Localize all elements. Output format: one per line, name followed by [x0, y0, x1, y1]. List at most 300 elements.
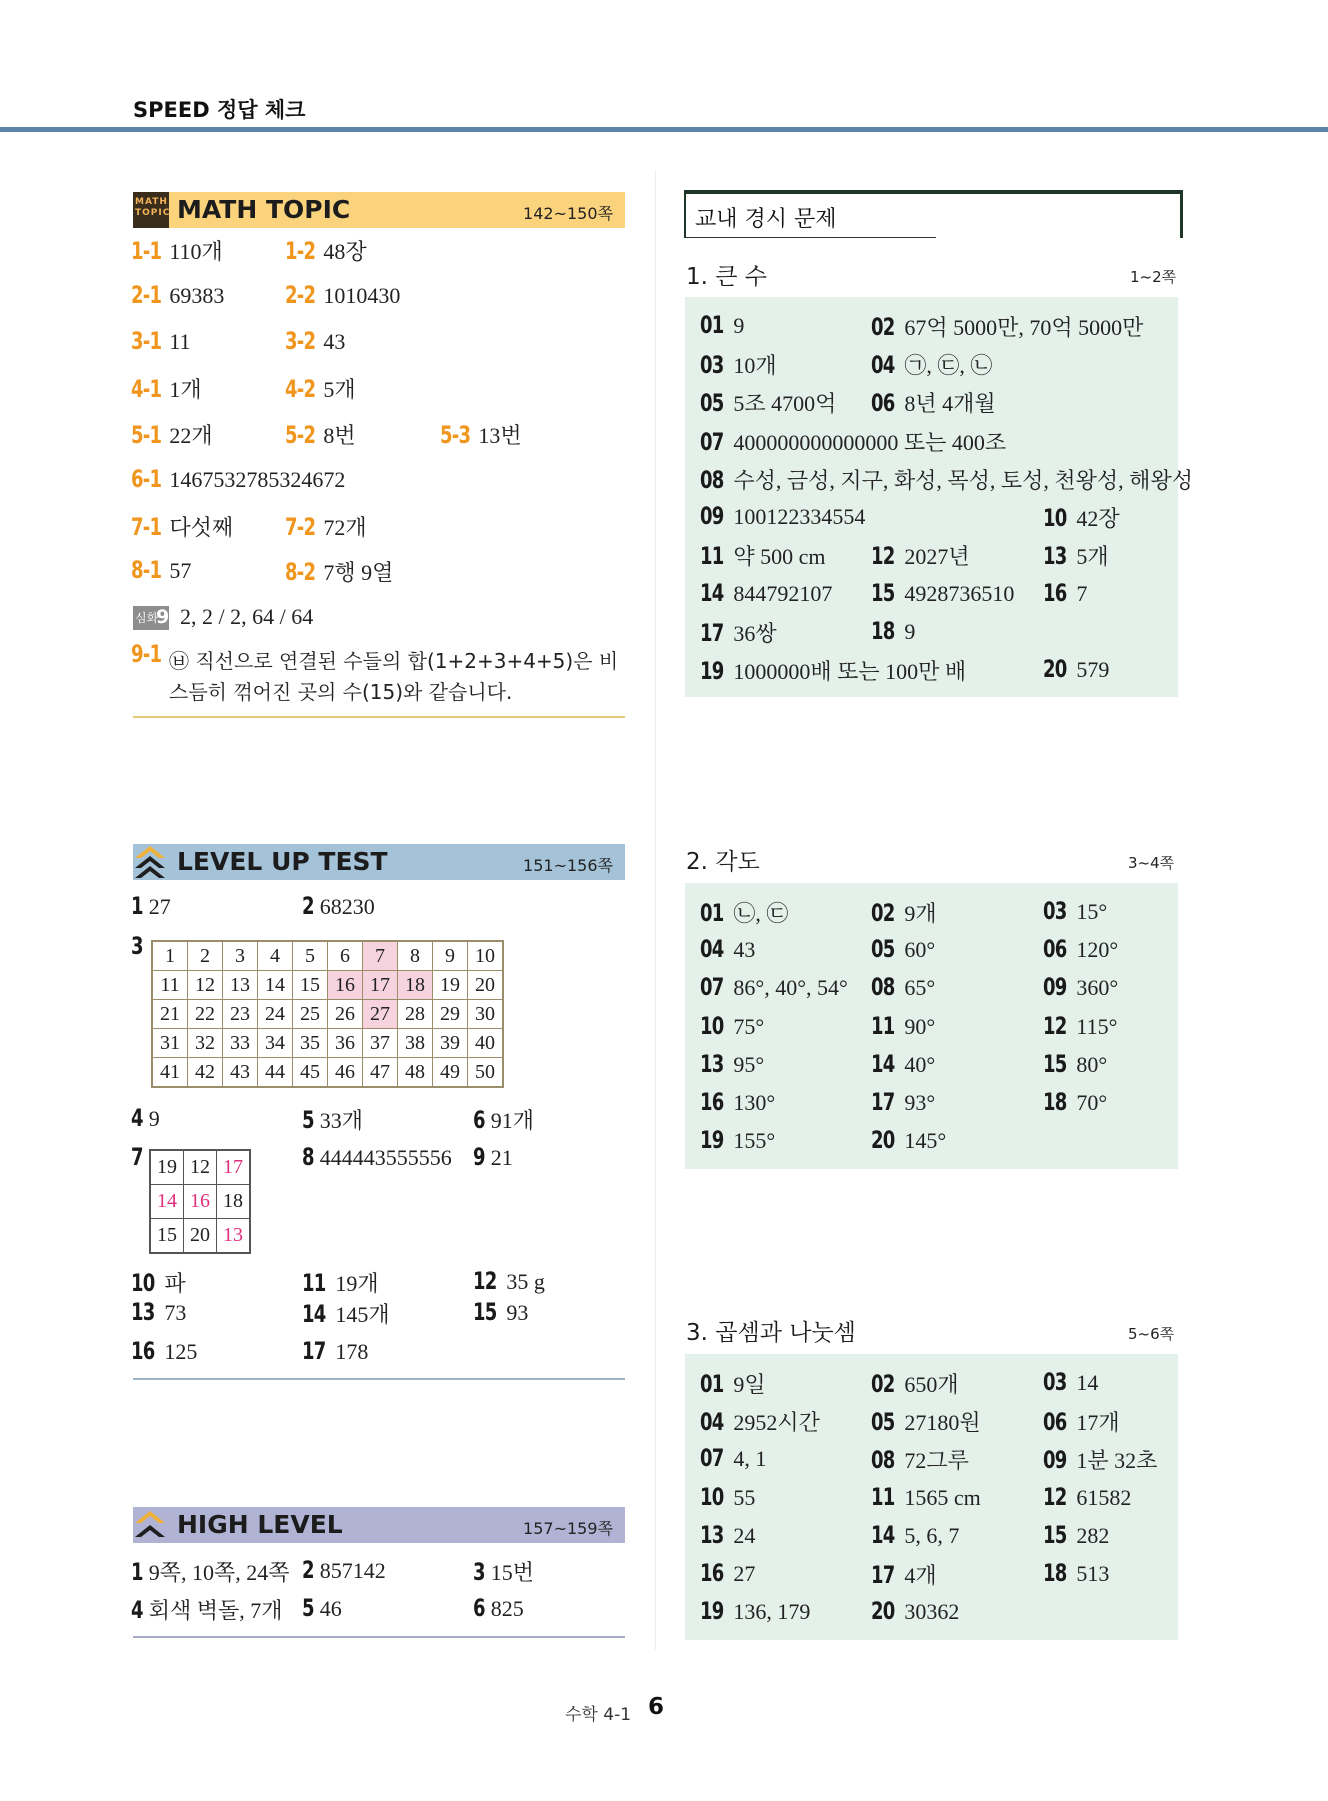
answer-item [871, 973, 935, 1001]
answer-item [131, 511, 233, 542]
answer-value: 282 [1076, 1523, 1110, 1548]
answer-item [302, 892, 375, 920]
answer-value: 444443555556 [319, 1145, 452, 1170]
answer-number: 20 [871, 1126, 895, 1154]
grid-cell: 21 [152, 1000, 188, 1029]
answer-value: 68230 [319, 894, 375, 919]
high-level-rule [133, 1636, 625, 1638]
magic-cell: 19 [150, 1150, 184, 1185]
answer-item [871, 1050, 935, 1078]
answer-number: 10 [131, 1269, 155, 1297]
answer-number: 8-2 [285, 558, 316, 586]
level-up-title: LEVEL UP TEST [177, 847, 388, 876]
answer-value: 136, 179 [733, 1599, 811, 1624]
answer-number: 14 [871, 1050, 895, 1078]
answer-value: 1분 32초 [1076, 1448, 1158, 1473]
answer-value: 10개 [733, 353, 777, 378]
answer-number: 07 [700, 428, 724, 456]
answer-value: 5개 [1076, 544, 1109, 569]
answer-number: 4-1 [131, 375, 162, 403]
answer-number: 07 [700, 1444, 724, 1472]
answer-item [1043, 1050, 1107, 1078]
answer-value: ㉡, ㉢ [733, 901, 789, 926]
answer-number: 11 [871, 1483, 895, 1511]
answer-item [131, 1104, 160, 1132]
high-level-logo-icon [133, 1507, 167, 1543]
grid-cell: 13 [223, 971, 258, 1000]
answer-number: 08 [871, 1446, 895, 1474]
answer-value: 9 [148, 1106, 160, 1131]
math-topic-rule [133, 716, 625, 718]
answer-value: 40° [904, 1052, 936, 1077]
answer-value: 9일 [733, 1372, 766, 1397]
answer-item [285, 281, 400, 309]
grid-cell: 27 [363, 1000, 398, 1029]
answer-item [1043, 1368, 1098, 1396]
answer-value: 27180원 [904, 1410, 981, 1435]
grid-cell: 49 [433, 1058, 468, 1088]
answer-value: 43 [323, 329, 346, 354]
answer-value: 17개 [1076, 1410, 1120, 1435]
magic-cell: 13 [217, 1219, 251, 1254]
answer-item [700, 1050, 764, 1078]
answer-item [871, 387, 996, 418]
answer-number: 1-1 [131, 237, 162, 265]
answer-item [700, 311, 744, 339]
answer-value: 93 [506, 1300, 529, 1325]
answer-number: 20 [871, 1597, 895, 1625]
level-up-rule [133, 1378, 625, 1380]
answer-item [302, 1298, 390, 1329]
answer-value: 360° [1076, 975, 1119, 1000]
answer-value: 35 g [506, 1269, 545, 1294]
section3-title: 3. 곱셈과 나눗셈 [686, 1320, 856, 1346]
magic-cell: 18 [217, 1185, 251, 1219]
answer-number: 12 [871, 542, 895, 570]
answer-number: 2 [302, 1556, 314, 1584]
answer-item [1043, 1088, 1107, 1116]
answer-value: 19개 [335, 1271, 379, 1296]
answer-number: 2-2 [285, 281, 316, 309]
answer-value: 115° [1076, 1014, 1118, 1039]
grid-cell: 37 [363, 1029, 398, 1058]
level-up-header [133, 844, 625, 880]
grid-cell: 41 [152, 1058, 188, 1088]
answer-number: 6-1 [131, 465, 162, 493]
grid-cell: 19 [433, 971, 468, 1000]
answer-value: 42장 [1076, 506, 1120, 531]
answer-value: 825 [490, 1596, 524, 1621]
grid-cell: 3 [223, 941, 258, 971]
magic-cell: 20 [184, 1219, 217, 1254]
answer-item [871, 1521, 959, 1549]
high-level-header [133, 1507, 625, 1543]
answer-item [285, 235, 367, 266]
answer-number: 1-2 [285, 237, 316, 265]
answer-item [871, 1012, 935, 1040]
answer-number: 09 [1043, 1446, 1067, 1474]
answer-item [871, 349, 992, 380]
section2-pages: 3~4쪽 [1128, 854, 1175, 872]
answer-value: 60° [904, 937, 936, 962]
grid-cell: 20 [468, 971, 504, 1000]
answer-number: 16 [700, 1088, 724, 1116]
answer-value: 513 [1076, 1561, 1110, 1586]
math-topic-title: MATH TOPIC [177, 195, 351, 224]
answer-value: 4개 [904, 1563, 937, 1588]
contest-title-box [684, 190, 1183, 238]
answer-number: 9 [473, 1143, 485, 1171]
magic-square [149, 1149, 251, 1254]
answer-item [700, 655, 966, 686]
answer-number: 20 [1043, 655, 1067, 683]
high-level-pages: 157~159쪽 [523, 1519, 613, 1538]
answer-number: 15 [871, 579, 895, 607]
answer-number: 4-2 [285, 375, 316, 403]
answer-item [131, 373, 202, 404]
answer-item [700, 1368, 766, 1399]
answer-item [1043, 897, 1107, 925]
magic-cell: 12 [184, 1150, 217, 1185]
answer-number: 03 [1043, 1368, 1067, 1396]
answer-item [302, 1337, 368, 1365]
grid-cell: 4 [258, 941, 293, 971]
answer-item [700, 349, 777, 380]
answer-item [871, 311, 1143, 342]
answer-number: 02 [871, 313, 895, 341]
answer-number: 11 [700, 542, 724, 570]
answer-item [700, 1126, 775, 1154]
answer-item [131, 465, 345, 493]
answer-item [1043, 655, 1109, 683]
answer-number: 16 [131, 1337, 155, 1365]
answer-value: 69383 [169, 283, 225, 308]
answer-value: 1565 cm [904, 1485, 981, 1510]
page-header: SPEED 정답 체크 [133, 98, 306, 122]
answer-item [700, 579, 832, 607]
answer-item [700, 1444, 766, 1472]
answer-value: 2027년 [904, 544, 970, 569]
grid-cell: 35 [293, 1029, 328, 1058]
answer-number: 3 [473, 1558, 485, 1586]
answer-value: 65° [904, 975, 936, 1000]
answer-value: 155° [733, 1128, 776, 1153]
answer-number: 01 [700, 1370, 724, 1398]
grid-cell: 38 [398, 1029, 433, 1058]
answer-number: 06 [1043, 935, 1067, 963]
answer-item [131, 1594, 282, 1625]
answer-number: 13 [700, 1521, 724, 1549]
answer-item [700, 1406, 820, 1437]
answer-number: 15 [1043, 1521, 1067, 1549]
answer-item [131, 1267, 186, 1298]
answer-value: 844792107 [733, 581, 833, 606]
answer-number: 01 [700, 899, 724, 927]
answer-item [131, 932, 149, 960]
answer-item [131, 1143, 149, 1171]
answer-value: 75° [733, 1014, 765, 1039]
level-up-pages: 151~156쪽 [523, 856, 613, 875]
answer-number: 18 [871, 617, 895, 645]
answer-number: 7-1 [131, 513, 162, 541]
answer-value: 857142 [319, 1558, 386, 1583]
answer-item [700, 935, 755, 963]
answer-number: 03 [1043, 897, 1067, 925]
answer-number: 19 [700, 1126, 724, 1154]
answer-value: 약 500 cm [733, 544, 826, 569]
answer-value: 110개 [169, 239, 223, 264]
magic-square-table [149, 1149, 251, 1254]
answer-item [1043, 935, 1118, 963]
answer-value: 8년 4개월 [904, 391, 996, 416]
answer-number: 13 [700, 1050, 724, 1078]
answer-item [871, 617, 915, 645]
hundred-grid [151, 940, 504, 1088]
answer-number: 08 [700, 466, 724, 494]
answer-item [302, 1143, 452, 1171]
answer-item [1043, 973, 1118, 1001]
answer-item [700, 973, 848, 1001]
answer-number: 16 [700, 1559, 724, 1587]
answer-number: 18 [1043, 1088, 1067, 1116]
answer-value: 80° [1076, 1052, 1108, 1077]
answer-item [1043, 579, 1087, 607]
grid-cell: 28 [398, 1000, 433, 1029]
header-rule [0, 127, 1328, 132]
answer-value: 67억 5000만, 70억 5000만 [904, 315, 1144, 340]
answer-value: 178 [335, 1339, 369, 1364]
answer-value: 5조 4700억 [733, 391, 837, 416]
answer-number: 5 [302, 1106, 314, 1134]
answer-number: 6 [473, 1106, 485, 1134]
answer-item [700, 426, 1006, 457]
high-level-title: HIGH LEVEL [177, 1510, 343, 1539]
answer-item [131, 281, 224, 309]
footer-page: 6 [648, 1694, 665, 1720]
answer-number: 14 [700, 579, 724, 607]
contest-title: 교내 경시 문제 [695, 207, 837, 232]
answer-value: 1개 [169, 377, 202, 402]
answer-value: 650개 [904, 1372, 959, 1397]
answer-number: 2 [302, 892, 314, 920]
answer-value: 73 [164, 1300, 187, 1325]
answer-item [700, 1088, 775, 1116]
answer-value: 145° [904, 1128, 947, 1153]
answer-number: 8 [302, 1143, 314, 1171]
answer-value: 27 [148, 894, 171, 919]
magic-cell: 15 [150, 1219, 184, 1254]
magic-cell: 16 [184, 1185, 217, 1219]
grid-cell: 31 [152, 1029, 188, 1058]
answer-number: 19 [700, 1597, 724, 1625]
grid-cell: 7 [363, 941, 398, 971]
grid-cell: 50 [468, 1058, 504, 1088]
answer-number: 5-1 [131, 421, 162, 449]
answer-value: 2952시간 [733, 1410, 820, 1435]
answer-item [285, 327, 345, 355]
answer-value: 400000000000000 또는 400조 [733, 430, 1007, 455]
answer-item [871, 1483, 981, 1511]
q91-label: 9-1 [131, 640, 162, 668]
answer-value: 8번 [323, 423, 356, 448]
answer-value: 파 [164, 1271, 186, 1296]
answer-number: 16 [1043, 579, 1067, 607]
grid-cell: 42 [188, 1058, 223, 1088]
answer-item [285, 511, 367, 542]
answer-number: 17 [700, 619, 724, 647]
answer-number: 11 [302, 1269, 326, 1297]
answer-value: 수성, 금성, 지구, 화성, 목성, 토성, 천왕성, 해왕성 [733, 468, 1193, 493]
answer-item [871, 1406, 981, 1437]
answer-number: 09 [700, 502, 724, 530]
magic-cell: 17 [217, 1150, 251, 1185]
deep-badge: 심화 9 [135, 606, 170, 628]
answer-number: 5-3 [440, 421, 471, 449]
answer-value: 13번 [478, 423, 522, 448]
answer-number: 02 [871, 899, 895, 927]
answer-value: 86°, 40°, 54° [733, 975, 848, 1000]
answer-number: 17 [302, 1337, 326, 1365]
grid-cell: 45 [293, 1058, 328, 1088]
answer-number: 6 [473, 1594, 485, 1622]
answer-item [700, 897, 788, 928]
answer-value: 9 [733, 313, 745, 338]
grid-cell: 1 [152, 941, 188, 971]
grid-cell: 11 [152, 971, 188, 1000]
answer-number: 17 [871, 1561, 895, 1589]
answer-item [1043, 540, 1109, 571]
grid-cell: 24 [258, 1000, 293, 1029]
answer-item [1043, 1012, 1117, 1040]
answer-item [700, 617, 777, 648]
answer-value: 9개 [904, 901, 937, 926]
answer-number: 18 [1043, 1559, 1067, 1587]
answer-item [302, 1556, 386, 1584]
answer-value: 15번 [490, 1560, 534, 1585]
grid-cell: 48 [398, 1058, 433, 1088]
answer-value: 24 [733, 1523, 756, 1548]
grid-cell: 39 [433, 1029, 468, 1058]
answer-value: 15° [1076, 899, 1108, 924]
answer-number: 03 [700, 351, 724, 379]
answer-number: 19 [700, 657, 724, 685]
answer-item [700, 540, 826, 571]
section3-pages: 5~6쪽 [1128, 1325, 1175, 1343]
grid-cell: 8 [398, 941, 433, 971]
answer-item [131, 235, 223, 266]
answer-value: 5, 6, 7 [904, 1523, 960, 1548]
answer-number: 04 [700, 935, 724, 963]
answer-item [871, 1368, 959, 1399]
grid-cell: 16 [328, 971, 363, 1000]
answer-item [1043, 1406, 1120, 1437]
answer-number: 06 [871, 389, 895, 417]
answer-number: 14 [302, 1300, 326, 1328]
grid-cell: 44 [258, 1058, 293, 1088]
grid-cell: 17 [363, 971, 398, 1000]
grid-cell: 47 [363, 1058, 398, 1088]
answer-item [871, 540, 970, 571]
answer-item [871, 897, 937, 928]
grid-cell: 15 [293, 971, 328, 1000]
grid-cell: 43 [223, 1058, 258, 1088]
answer-value: 1467532785324672 [169, 467, 346, 492]
answer-value: 145개 [335, 1302, 390, 1327]
answer-item [473, 1594, 524, 1622]
answer-value: 7행 9열 [323, 560, 394, 585]
answer-number: 2-1 [131, 281, 162, 309]
answer-number: 10 [1043, 504, 1067, 532]
answer-item [473, 1104, 534, 1135]
answer-number: 05 [871, 935, 895, 963]
answer-number: 8-1 [131, 556, 162, 584]
answer-value: 100122334554 [733, 504, 866, 529]
answer-item [700, 1559, 755, 1587]
answer-number: 04 [700, 1408, 724, 1436]
answer-number: 08 [871, 973, 895, 1001]
answer-item [131, 1556, 289, 1587]
grid-cell: 46 [328, 1058, 363, 1088]
answer-item [473, 1267, 545, 1295]
answer-item [1043, 1559, 1109, 1587]
answer-number: 3 [131, 932, 143, 960]
grid-cell: 18 [398, 971, 433, 1000]
answer-item [700, 464, 1193, 495]
hundred-grid-table [151, 940, 504, 1088]
answer-value: 70° [1076, 1090, 1108, 1115]
answer-number: 07 [700, 973, 724, 1001]
grid-cell: 2 [188, 941, 223, 971]
answer-value: 61582 [1076, 1485, 1132, 1510]
answer-item [131, 327, 191, 355]
answer-item [1043, 1444, 1157, 1475]
answer-item [473, 1298, 528, 1326]
answer-value: 7 [1076, 581, 1088, 606]
answer-item [871, 1126, 946, 1154]
section1-title: 1. 큰 수 [686, 264, 768, 290]
answer-number: 14 [871, 1521, 895, 1549]
answer-number: 12 [473, 1267, 497, 1295]
answer-number: 05 [871, 1408, 895, 1436]
answer-number: 01 [700, 311, 724, 339]
section1-pages: 1~2쪽 [1130, 268, 1177, 286]
answer-item [1043, 1483, 1131, 1511]
answer-item [285, 373, 356, 404]
answer-value: 21 [490, 1145, 513, 1170]
grid-cell: 10 [468, 941, 504, 971]
answer-item [700, 1483, 755, 1511]
answer-value: 27 [733, 1561, 756, 1586]
answer-item [473, 1143, 513, 1171]
answer-value: 9 [904, 619, 916, 644]
grid-cell: 26 [328, 1000, 363, 1029]
answer-number: 5-2 [285, 421, 316, 449]
answer-number: 13 [131, 1298, 155, 1326]
grid-cell: 12 [188, 971, 223, 1000]
answer-number: 4 [131, 1104, 143, 1132]
answer-value: 33개 [319, 1108, 363, 1133]
answer-number: 7 [131, 1143, 143, 1171]
grid-cell: 6 [328, 941, 363, 971]
answer-number: 7-2 [285, 513, 316, 541]
answer-value: 46 [319, 1596, 342, 1621]
answer-value: 95° [733, 1052, 765, 1077]
answer-item [1043, 1521, 1109, 1549]
column-divider [655, 170, 656, 1650]
answer-value: 1010430 [323, 283, 401, 308]
answer-number: 06 [1043, 1408, 1067, 1436]
answer-value: 579 [1076, 657, 1110, 682]
